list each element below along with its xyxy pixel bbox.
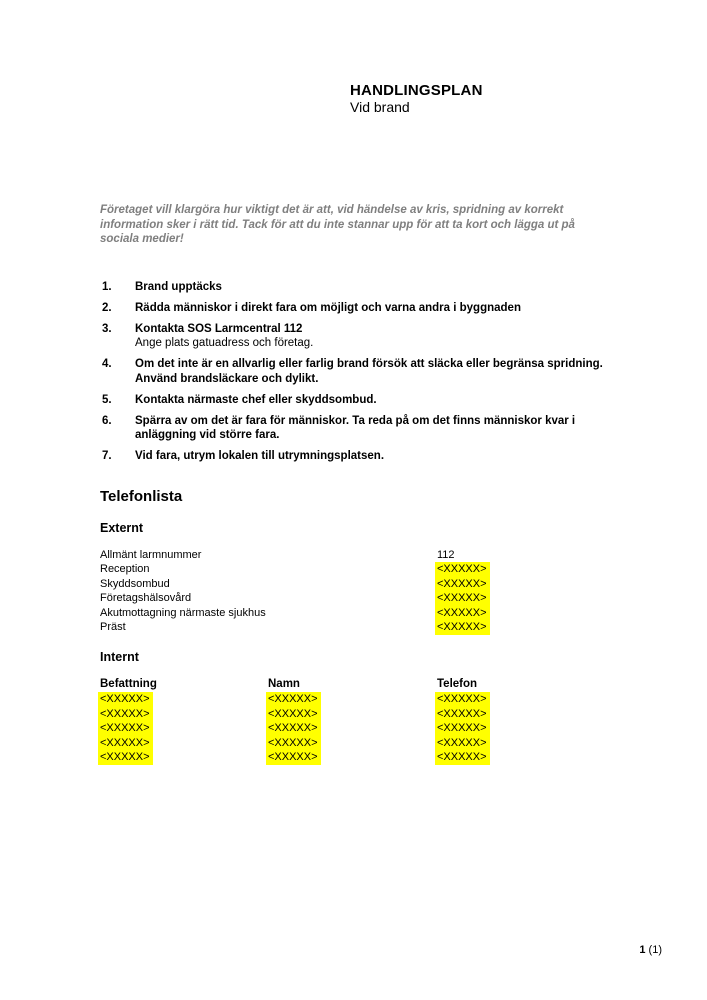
step-text: Om det inte är en allvarlig eller farlig brand försök att släcka eller begränsa spridning. Använd brandsläckare och dylikt. — [135, 358, 603, 385]
table-cell-value: <XXXXX> — [435, 707, 490, 722]
table-cell-value: <XXXXX> — [98, 750, 153, 765]
phone-value: <XXXXX> — [435, 591, 490, 606]
column-header: Befattning — [100, 677, 157, 690]
phone-value-cell — [437, 548, 607, 563]
table-cell — [268, 750, 437, 765]
table-cell-value: <XXXXX> — [266, 707, 321, 722]
step-number: 4. — [102, 358, 112, 370]
table-header-row — [100, 677, 607, 692]
step-text: Kontakta närmaste chef eller skyddsombud. — [135, 393, 377, 406]
intern-heading: Internt — [100, 649, 139, 664]
step-number: 7. — [102, 450, 112, 462]
table-cell-value: <XXXXX> — [435, 750, 490, 765]
table-cell — [268, 692, 437, 707]
table-cell-value: <XXXXX> — [435, 736, 490, 751]
table-cell — [100, 750, 268, 765]
phone-value: <XXXXX> — [435, 577, 490, 592]
step-number: 6. — [102, 414, 112, 427]
step-text: Kontakta SOS Larmcentral 112 — [135, 322, 303, 335]
list-item — [100, 562, 607, 577]
list-item — [100, 322, 607, 351]
list-item — [100, 449, 607, 464]
phone-value-cell — [437, 620, 607, 635]
table-cell-value: <XXXXX> — [98, 736, 153, 751]
list-item — [100, 577, 607, 592]
step-body — [135, 357, 603, 386]
table-cell — [100, 692, 268, 707]
step-body — [135, 301, 603, 316]
table-cell — [268, 707, 437, 722]
step-text: Rädda människor i direkt fara om möjligt och varna andra i byggnaden — [135, 301, 521, 314]
table-cell — [437, 736, 607, 751]
document-title: HANDLINGSPLAN — [350, 82, 483, 99]
list-item — [100, 301, 607, 316]
title-block — [350, 82, 607, 116]
step-text: Brand upptäcks — [135, 280, 222, 293]
phone-value: <XXXXX> — [435, 562, 490, 577]
step-body — [135, 449, 603, 464]
table-cell — [100, 721, 268, 736]
table-cell-value: <XXXXX> — [435, 692, 490, 707]
step-number: 5. — [102, 393, 112, 406]
table-cell — [268, 736, 437, 751]
page-number — [639, 944, 662, 957]
phone-value: <XXXXX> — [435, 606, 490, 621]
column-header: Telefon — [437, 677, 478, 690]
phone-label: Akutmottagning närmaste sjukhus — [100, 606, 266, 619]
list-item — [100, 620, 607, 635]
list-item — [100, 591, 607, 606]
extern-phone-list — [100, 548, 607, 635]
page-number-current: 1 — [639, 944, 646, 956]
table-cell — [268, 721, 437, 736]
table-cell-value: <XXXXX> — [266, 721, 321, 736]
phone-label: Skyddsombud — [100, 577, 170, 590]
document-subtitle: Vid brand — [350, 99, 410, 115]
list-item — [100, 606, 607, 621]
table-cell-value: <XXXXX> — [98, 707, 153, 722]
list-item — [100, 414, 607, 443]
table-cell — [437, 692, 607, 707]
table-cell — [437, 707, 607, 722]
intro-paragraph: Företaget vill klargöra hur viktigt det är att, vid händelse av kris, spridning av korrekt information sker i rätt tid. Tack för att du inte stannar upp för att ta kort och lägga ut på sociala medier! — [100, 204, 575, 245]
phone-value: <XXXXX> — [435, 620, 490, 635]
phone-label: Präst — [100, 621, 126, 633]
list-item — [100, 357, 607, 386]
intern-phone-table — [100, 677, 607, 765]
table-cell-value: <XXXXX> — [266, 692, 321, 707]
table-cell-value: <XXXXX> — [98, 721, 153, 736]
step-body — [135, 414, 603, 443]
extern-heading: Externt — [100, 520, 144, 535]
phone-value: 112 — [437, 548, 455, 561]
step-number: 3. — [102, 322, 112, 335]
list-item — [100, 548, 607, 563]
phone-value-cell — [437, 577, 607, 592]
table-cell-value: <XXXXX> — [266, 750, 321, 765]
list-item — [100, 280, 607, 295]
phone-value-cell — [437, 606, 607, 621]
table-row — [100, 736, 607, 751]
step-text: Spärra av om det är fara för människor. Ta reda på om det finns människor kvar i anläggning vid större fara. — [135, 414, 576, 441]
step-body — [135, 280, 603, 295]
table-row — [100, 750, 607, 765]
table-cell-value: <XXXXX> — [266, 736, 321, 751]
page-number-total: (1) — [648, 944, 662, 956]
table-cell — [437, 721, 607, 736]
steps-list — [100, 280, 607, 464]
phone-value-cell — [437, 562, 607, 577]
step-number: 1. — [102, 280, 112, 293]
step-body — [135, 393, 603, 408]
list-item — [100, 393, 607, 408]
table-row — [100, 707, 607, 722]
phone-label: Allmänt larmnummer — [100, 548, 202, 561]
table-cell-value: <XXXXX> — [435, 721, 490, 736]
phone-label: Företagshälsovård — [100, 592, 192, 604]
table-cell — [100, 736, 268, 751]
phone-list-heading: Telefonlista — [100, 487, 183, 505]
column-header: Namn — [268, 677, 300, 690]
step-note: Ange plats gatuadress och företag. — [135, 337, 314, 349]
step-body — [135, 322, 603, 351]
table-cell — [437, 750, 607, 765]
phone-label: Reception — [100, 563, 150, 575]
table-row — [100, 721, 607, 736]
table-cell — [100, 707, 268, 722]
table-row — [100, 692, 607, 707]
step-text: Vid fara, utrym lokalen till utrymningsplatsen. — [135, 450, 385, 462]
phone-value-cell — [437, 591, 607, 606]
step-number: 2. — [102, 301, 112, 314]
table-cell-value: <XXXXX> — [98, 692, 153, 707]
